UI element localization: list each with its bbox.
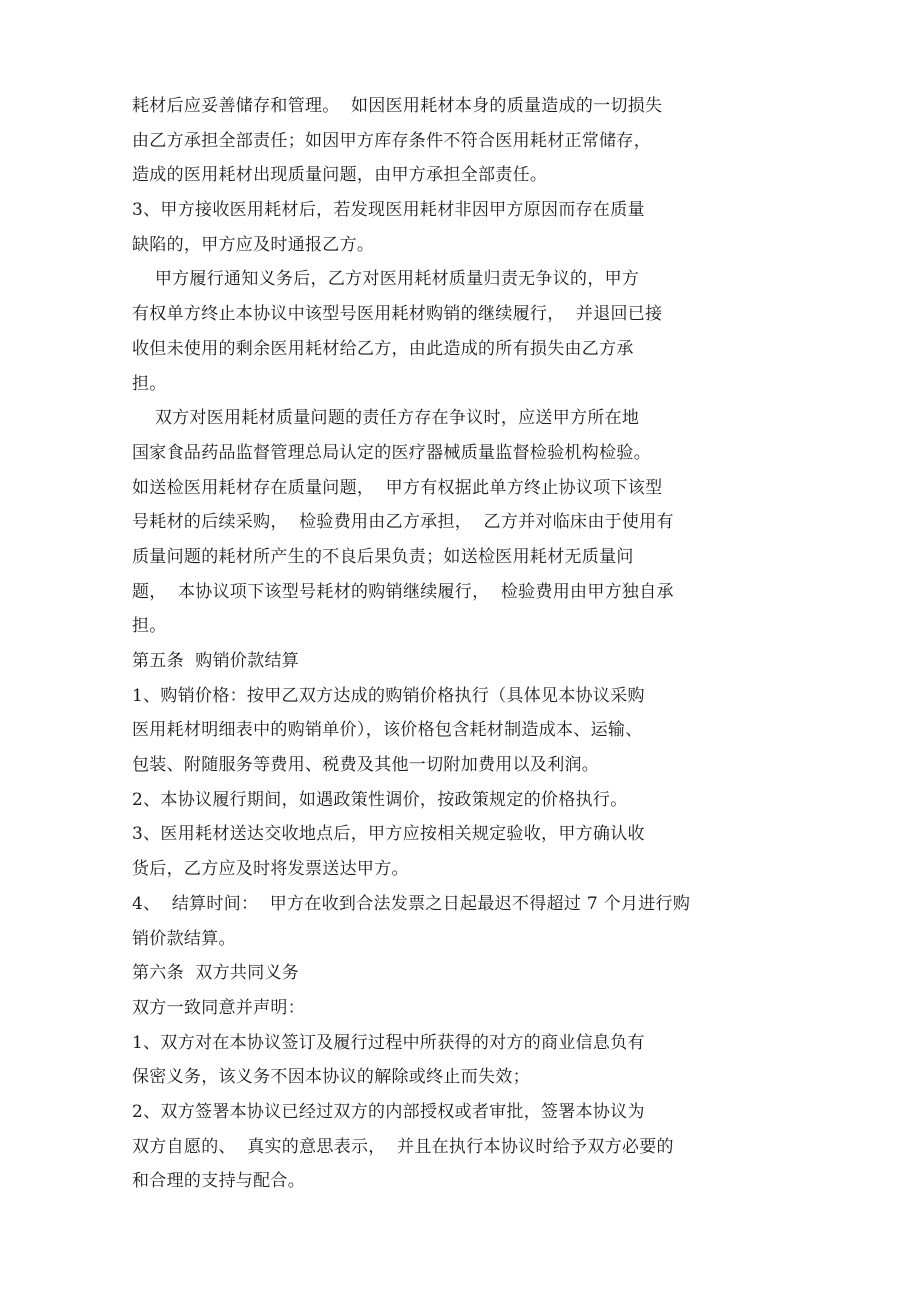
text-line: 收但未使用的剩余医用耗材给乙方，由此造成的所有损失由乙方承 xyxy=(132,338,634,359)
text-line: 造成的医用耗材出现质量问题，由甲方承担全部责任。 xyxy=(132,165,548,186)
text-line: 4、 结算时间： 甲方在收到合法发票之日起最迟不得超过 7 个月进行购 xyxy=(132,893,691,914)
text-line: 医用耗材明细表中的购销单价），该价格包含耗材制造成本、运输、 xyxy=(132,720,643,741)
text-line: 缺陷的，甲方应及时通报乙方。 xyxy=(132,234,375,255)
text-line: 2、双方签署本协议已经过双方的内部授权或者审批，签署本协议为 xyxy=(132,1101,645,1122)
section-heading: 第五条 购销价款结算 xyxy=(132,651,300,671)
text-line: 如送检医用耗材存在质量问题， 甲方有权据此单方终止协议项下该型 xyxy=(132,477,663,498)
section-heading: 第六条 双方共同义务 xyxy=(132,963,300,984)
text-line: 3、医用耗材送达交收地点后，甲方应按相关规定验收，甲方确认收 xyxy=(132,824,645,845)
text-line: 2、本协议履行期间，如遇政策性调价，按政策规定的价格执行。 xyxy=(132,789,628,810)
text-line: 3、甲方接收医用耗材后，若发现医用耗材非因甲方原因而存在质量 xyxy=(132,200,645,221)
text-line: 耗材后应妥善储存和管理。 如因医用耗材本身的质量造成的一切损失 xyxy=(132,96,663,116)
text-line: 双方对医用耗材质量问题的责任方存在争议时，应送甲方所在地 xyxy=(132,408,640,429)
text-line: 销价款结算。 xyxy=(132,928,236,949)
text-line: 包装、附随服务等费用、税费及其他一切附加费用以及利润。 xyxy=(132,755,600,776)
text-line: 质量问题的耗材所产生的不良后果负责；如送检医用耗材无质量问 xyxy=(132,546,634,567)
text-line: 国家食品药品监督管理总局认定的医疗器械质量监督检验机构检验。 xyxy=(132,442,651,463)
text-line: 号耗材的后续采购， 检验费用由乙方承担， 乙方并对临床由于使用有 xyxy=(132,512,674,533)
text-line: 题， 本协议项下该型号耗材的购销继续履行， 检验费用由甲方独自承 xyxy=(132,581,674,602)
text-line: 货后，乙方应及时将发票送达甲方。 xyxy=(132,859,409,880)
text-line: 担。 xyxy=(132,616,167,637)
text-line: 担。 xyxy=(132,373,167,394)
text-line: 双方自愿的、 真实的意思表示， 并且在执行本协议时给予双方必要的 xyxy=(132,1136,674,1157)
text-line: 双方一致同意并声明： xyxy=(132,997,305,1018)
text-line: 甲方履行通知义务后，乙方对医用耗材质量归责无争议的，甲方 xyxy=(132,269,640,290)
text-line: 由乙方承担全部责任；如因甲方库存条件不符合医用耗材正常储存， xyxy=(132,130,651,151)
text-line: 保密义务，该义务不因本协议的解除或终止而失效； xyxy=(132,1067,530,1088)
text-line: 1、购销价格：按甲乙双方达成的购销价格执行（具体见本协议采购 xyxy=(132,685,645,706)
document-body xyxy=(132,89,732,1199)
text-line: 和合理的支持与配合。 xyxy=(132,1171,305,1192)
text-line: 有权单方终止本协议中该型号医用耗材购销的继续履行， 并退回已接 xyxy=(132,304,663,325)
text-line: 1、双方对在本协议签订及履行过程中所获得的对方的商业信息负有 xyxy=(132,1032,645,1053)
